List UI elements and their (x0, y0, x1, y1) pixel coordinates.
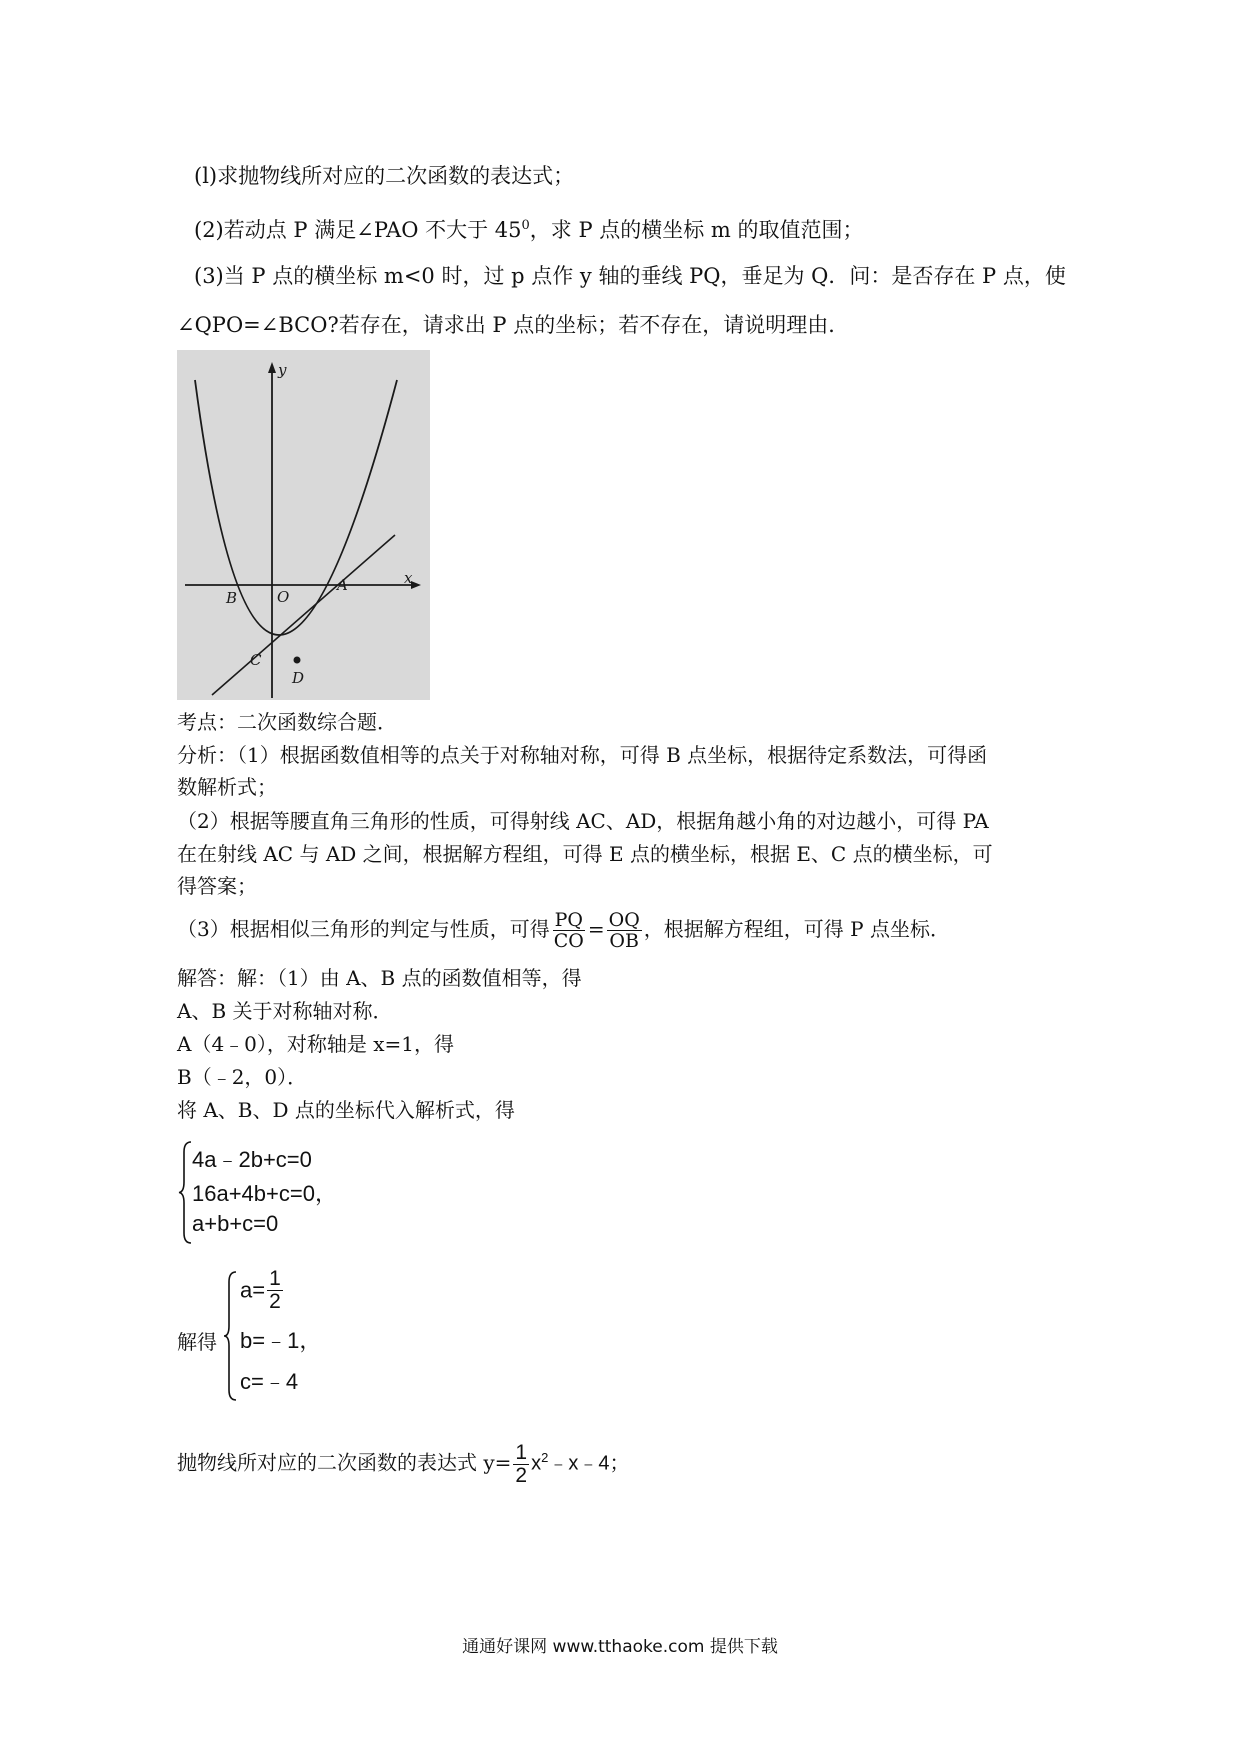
solution-line-1: 解答：解：（1）由 A、B 点的函数值相等，得 (177, 966, 582, 990)
label-d: D (292, 669, 305, 687)
fraction-one-half-a (267, 1268, 283, 1313)
fraction-pq-numerator: PQ (554, 909, 583, 931)
point-d (294, 657, 301, 664)
analysis-3 (177, 905, 950, 953)
equation-2: 16a+4b+c=0， (192, 1181, 337, 1206)
question-3-line-2: ∠QPO=∠BCO?若存在，请求出 P 点的坐标；若不存在，请说明理由． (177, 313, 850, 337)
final-x: x (531, 1452, 542, 1475)
final-exponent: 2 (541, 1450, 549, 1465)
label-a: A (337, 576, 348, 594)
analysis-1-line-1: 分析：（1）根据函数值相等的点关于对称轴对称，可得 B 点坐标，根据待定系数法，可得函 (177, 743, 988, 767)
label-y: y (278, 361, 287, 379)
fraction-pq-co (552, 910, 586, 951)
solution-b: b=﹣1， (240, 1328, 322, 1353)
fraction-final-numerator: 1 (515, 1440, 528, 1464)
left-brace-2 (222, 1270, 238, 1402)
analysis-2-line-3: 得答案； (177, 874, 257, 898)
degree-superscript: 0 (521, 218, 530, 233)
fraction-a-denominator: 2 (269, 1290, 281, 1313)
question-2 (194, 212, 864, 244)
fraction-one-half-final (513, 1442, 529, 1487)
figure-photo-background (177, 350, 430, 700)
final-expression-post: ﹣x﹣4； (548, 1452, 630, 1475)
analysis-3-pre: （3）根据相似三角形的判定与性质，可得 (177, 917, 550, 941)
final-expression-pre: 抛物线所对应的二次函数的表达式 y= (177, 1450, 512, 1475)
fraction-co-denominator: CO (553, 930, 584, 952)
footer: 通通好课网 www.tthaoke.com 提供下载 (462, 1637, 778, 1657)
label-o: O (277, 588, 290, 606)
solution-line-2: A、B 关于对称轴对称． (177, 999, 393, 1023)
question-2-text-b: ，求 P 点的横坐标 m 的取值范围； (529, 218, 864, 242)
analysis-1-line-2: 数解析式； (177, 775, 277, 799)
analysis-3-post: ，根据解方程组，可得 P 点坐标． (643, 917, 950, 941)
question-2-text-a: (2)若动点 P 满足∠PAO 不大于 45 (194, 218, 522, 242)
left-brace-1 (177, 1140, 193, 1245)
solution-line-5: 将 A、B、D 点的坐标代入解析式，得 (177, 1098, 515, 1122)
solution-a-lhs: a= (240, 1277, 266, 1303)
equation-1: 4a﹣2b+c=0 (192, 1147, 312, 1172)
fraction-a-numerator: 1 (269, 1267, 281, 1290)
label-c: C (250, 651, 262, 669)
solution-line-3: A（4﹣0），对称轴是 x=1，得 (177, 1032, 455, 1056)
parabola-figure-svg (177, 350, 430, 700)
equals-sign: = (587, 917, 605, 941)
parabola-figure (177, 350, 430, 700)
solution-line-4: B（﹣2，0）． (177, 1065, 308, 1089)
label-b: B (226, 589, 238, 607)
analysis-2-line-1: （2）根据等腰直角三角形的性质，可得射线 AC、AD，根据角越小角的对边越小，可得 PA (177, 809, 989, 833)
fraction-ob-denominator: OB (609, 930, 639, 952)
question-1: (l)求抛物线所对应的二次函数的表达式； (194, 164, 575, 188)
analysis-2-line-2: 在在射线 AC 与 AD 之间，根据解方程组，可得 E 点的横坐标，根据 E、C 点的横坐标，可 (177, 842, 993, 866)
solution-c: c=﹣4 (240, 1369, 299, 1394)
question-3-line-1: (3)当 P 点的横坐标 m<0 时，过 p 点作 y 轴的垂线 PQ，垂足为 Q．问：是否存在 P 点，使 (194, 264, 1066, 288)
fraction-oq-ob (607, 910, 642, 951)
final-expression (177, 1433, 629, 1489)
jiede-label: 解得 (177, 1330, 217, 1354)
fraction-final-denominator: 2 (515, 1463, 528, 1487)
fraction-oq-numerator: OQ (608, 909, 640, 931)
equation-3: a+b+c=0 (192, 1211, 279, 1236)
solution-a (240, 1268, 285, 1313)
label-x: x (404, 569, 413, 587)
kaodian: 考点：二次函数综合题． (177, 710, 397, 734)
